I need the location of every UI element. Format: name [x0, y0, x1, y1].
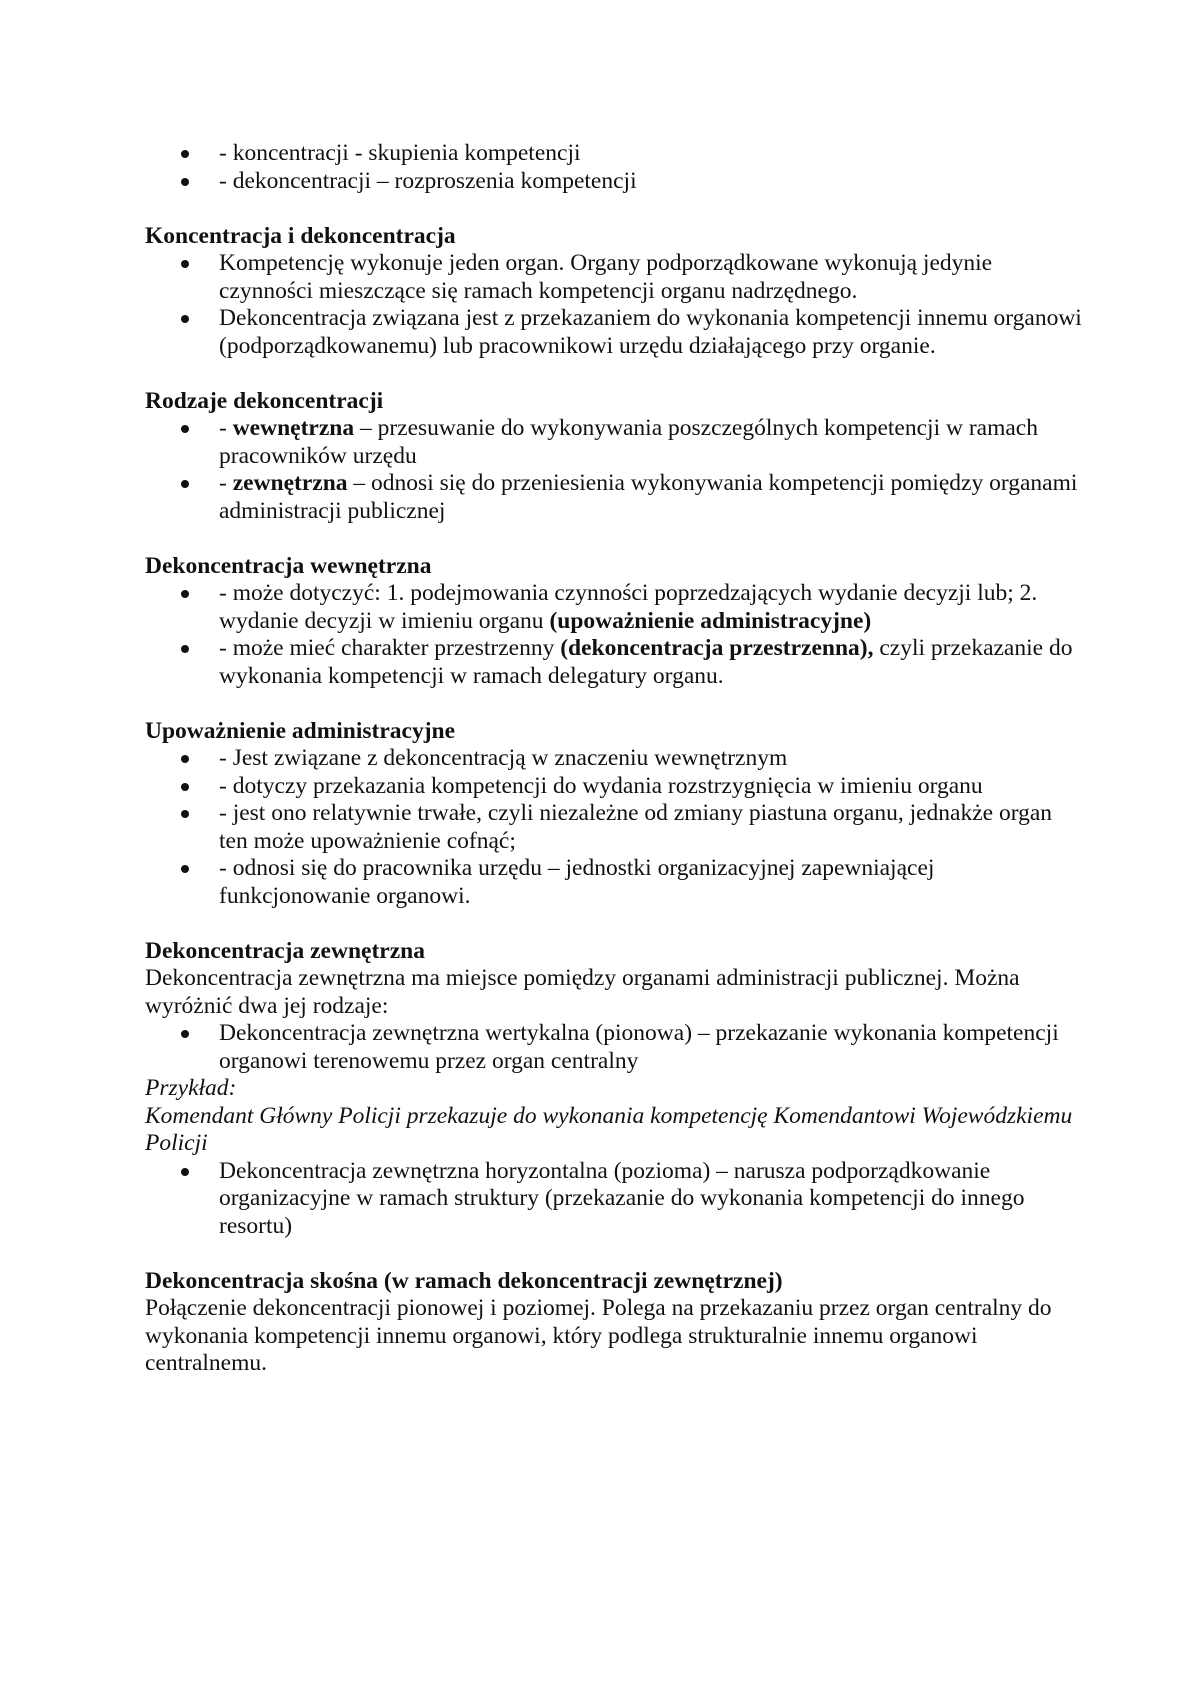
list-item — [145, 800, 1085, 855]
list-item — [145, 305, 1085, 360]
bullet-icon — [181, 865, 189, 873]
example-label: Przykład: — [145, 1075, 237, 1101]
list-item-text: Dekoncentracja związana jest z przekazaniem do wykonania kompetencji innemu organowi (podporządkowanemu) lub pracownikowi urzędu działającego przy organie. — [219, 305, 1082, 359]
list-item — [145, 415, 1085, 470]
example-text: Komendant Główny Policji przekazuje do wykonania kompetencję Komendantowi Wojewódzkiemu Policji — [145, 1102, 1073, 1156]
bold-term: (dekoncentracja przestrzenna), — [560, 635, 874, 661]
text-run: - — [219, 415, 233, 441]
document-body — [145, 140, 1085, 1405]
list-item — [145, 855, 1085, 910]
section-paragraph: Połączenie dekoncentracji pionowej i poziomej. Polega na przekazaniu przez organ centralny do wykonania kompetencji innemu organowi, który podlega strukturalnie innemu organowi centralnemu. — [145, 1295, 1052, 1376]
section-list — [145, 250, 1085, 360]
section-list — [145, 1158, 1085, 1241]
bullet-icon — [181, 645, 189, 653]
list-item-text: - dekoncentracji – rozproszenia kompetencji — [219, 167, 637, 194]
list-item — [145, 745, 1085, 773]
list-item-text: - jest ono relatywnie trwałe, czyli niezależne od zmiany piastuna organu, jednakże organ ten może upoważnienie cofnąć; — [219, 800, 1053, 854]
bullet-icon — [181, 1030, 189, 1038]
list-item-text: - odnosi się do pracownika urzędu – jednostki organizacyjnej zapewniającej funkcjonowanie organowi. — [219, 855, 935, 909]
list-item-text: Kompetencję wykonuje jeden organ. Organy podporządkowane wykonują jedynie czynności mieszczące się ramach kompetencji organu nadrzędnego. — [219, 250, 993, 304]
bullet-icon — [181, 150, 189, 158]
text-run: - może mieć charakter przestrzenny — [219, 635, 561, 661]
bullet-icon — [181, 590, 189, 598]
section-heading: Koncentracja i dekoncentracja — [145, 222, 456, 249]
text-run: - — [219, 470, 233, 496]
bullet-icon — [181, 755, 189, 763]
bold-term: zewnętrzna — [232, 470, 348, 496]
list-item — [145, 1020, 1085, 1075]
list-item-text: - dotyczy przekazania kompetencji do wydania rozstrzygnięcia w imieniu organu — [219, 772, 983, 799]
section-heading: Dekoncentracja zewnętrzna — [145, 937, 425, 964]
list-item — [145, 635, 1085, 690]
intro-section — [145, 140, 1085, 195]
bullet-icon — [181, 810, 189, 818]
list-item — [145, 773, 1085, 801]
text-run: – odnosi się do przeniesienia wykonywania kompetencji pomiędzy organami administracji publicznej — [219, 470, 1078, 524]
section-list — [145, 580, 1085, 690]
list-item-text: - Jest związane z dekoncentracją w znaczeniu wewnętrznym — [219, 745, 788, 771]
list-item — [145, 250, 1085, 305]
list-item-text: - koncentracji - skupienia kompetencji — [219, 140, 581, 166]
section-heading: Upoważnienie administracyjne — [145, 717, 456, 744]
bullet-icon — [181, 783, 189, 791]
section-heading: Dekoncentracja wewnętrzna — [145, 552, 432, 579]
bullet-icon — [181, 260, 189, 268]
section-wewnetrzna — [145, 553, 1085, 691]
text-run: – przesuwanie do wykonywania poszczególnych kompetencji w ramach pracowników urzędu — [219, 415, 1038, 469]
list-item — [145, 1158, 1085, 1241]
bullet-icon — [181, 315, 189, 323]
list-item — [145, 140, 1085, 168]
list-item — [145, 580, 1085, 635]
text-run: czyli przekazanie do wykonania kompetencji w ramach delegatury organu. — [219, 635, 1073, 689]
section-heading: Dekoncentracja skośna (w ramach dekoncentracji zewnętrznej) — [145, 1267, 783, 1294]
list-item — [145, 470, 1085, 525]
section-paragraph: Dekoncentracja zewnętrzna ma miejsce pomiędzy organami administracji publicznej. Można wyróżnić dwa jej rodzaje: — [145, 965, 1020, 1019]
list-item-text: Dekoncentracja zewnętrzna wertykalna (pionowa) – przekazanie wykonania kompetencji organowi terenowemu przez organ centralny — [219, 1020, 1059, 1074]
bullet-icon — [181, 425, 189, 433]
section-list — [145, 1020, 1085, 1075]
section-list — [145, 745, 1085, 910]
section-rodzaje — [145, 388, 1085, 526]
bold-term: wewnętrzna — [232, 415, 355, 441]
section-zewnetrzna — [145, 938, 1085, 1241]
bullet-icon — [181, 178, 189, 186]
section-upowaznienie — [145, 718, 1085, 911]
list-item-text: Dekoncentracja zewnętrzna horyzontalna (pozioma) – narusza podporządkowanie organizacyjne w ramach struktury (przekazanie do wykonania kompetencji do innego resortu) — [219, 1157, 1025, 1239]
section-koncentracja — [145, 223, 1085, 361]
section-list — [145, 415, 1085, 525]
list-item — [145, 168, 1085, 196]
bold-term: (upoważnienie administracyjne) — [549, 607, 872, 634]
section-heading: Rodzaje dekoncentracji — [145, 387, 384, 414]
bullet-icon — [181, 1168, 189, 1176]
intro-list — [145, 140, 1085, 195]
bullet-icon — [181, 480, 189, 488]
text-run: - może dotyczyć: 1. podejmowania czynności poprzedzających wydanie decyzji lub; 2. wydanie decyzji w imieniu organu — [219, 580, 1038, 634]
section-skosna — [145, 1268, 1085, 1378]
